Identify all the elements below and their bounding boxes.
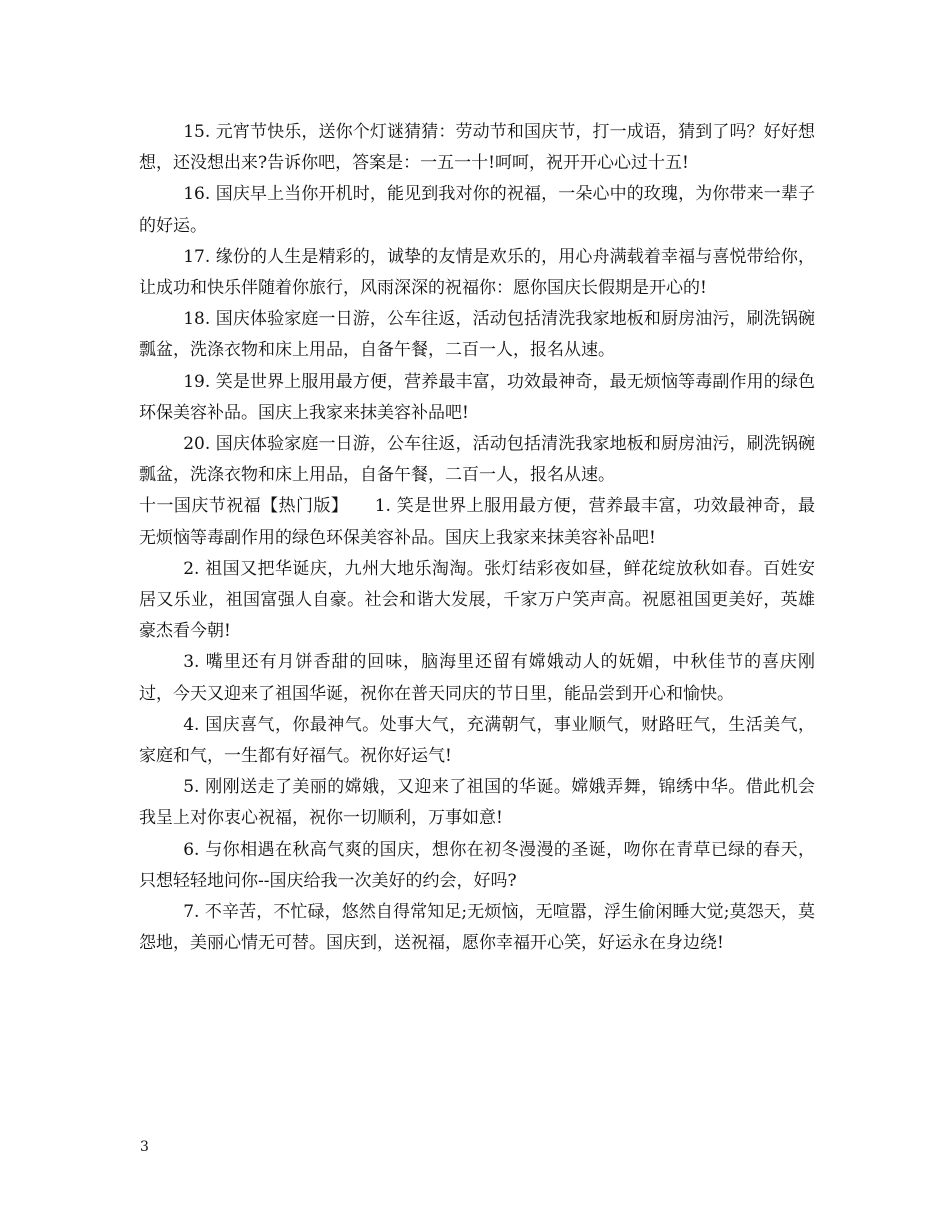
paragraph-6: 6. 与你相遇在秋高气爽的国庆，想你在初冬漫漫的圣诞，吻你在青草已绿的春天，只想轻轻地问你--国庆给我一次美好的约会，好吗? <box>139 839 815 891</box>
paragraph-15: 15. 元宵节快乐，送你个灯谜猜猜：劳动节和国庆节，打一成语，猜到了吗？好好想想，还没想出来?告诉你吧，答案是：一五一十!呵呵，祝开开心心过十五! <box>139 122 815 174</box>
paragraph-5: 5. 刚刚送走了美丽的嫦娥，又迎来了祖国的华诞。嫦娥弄舞，锦绣中华。借此机会我呈上对你衷心祝福，祝你一切顺利，万事如意! <box>139 777 815 829</box>
page-number: 3 <box>140 1139 149 1155</box>
paragraph-17: 17. 缘份的人生是精彩的，诚挚的友情是欢乐的，用心舟满载着幸福与喜悦带给你，让成功和快乐伴随着你旅行，风雨深深的祝福你：愿你国庆长假期是开心的! <box>139 246 815 299</box>
paragraph-3: 3. 嘴里还有月饼香甜的回味，脑海里还留有嫦娥动人的妩媚，中秋佳节的喜庆刚过，今天又迎来了祖国华诞，祝你在普天同庆的节日里，能品尝到开心和愉快。 <box>139 652 815 704</box>
paragraph-2: 2. 祖国又把华诞庆，九州大地乐淘淘。张灯结彩夜如昼，鲜花绽放秋如春。百姓安居又乐业，祖国富强人自豪。社会和谐大发展，千家万户笑声高。祝愿祖国更美好，英雄豪杰看今朝! <box>139 558 815 642</box>
paragraph-16: 16. 国庆早上当你开机时，能见到我对你的祝福，一朵心中的玫瑰，为你带来一辈子的好运。 <box>139 184 815 236</box>
section-heading-paragraph: 十一国庆节祝福【热门版】 1. 笑是世界上服用最方便，营养最丰富，功效最神奇，最无烦恼等毒副作用的绿色环保美容补品。国庆上我家来抹美容补品吧! <box>139 496 815 548</box>
paragraph-19: 19. 笑是世界上服用最方便，营养最丰富，功效最神奇，最无烦恼等毒副作用的绿色环保美容补品。国庆上我家来抹美容补品吧! <box>139 371 815 423</box>
paragraph-20: 20. 国庆体验家庭一日游，公车往返，活动包括清洗我家地板和厨房油污，刷洗锅碗瓢盆，洗涤衣物和床上用品，自备午餐，二百一人，报名从速。 <box>139 434 815 486</box>
paragraph-7: 7. 不辛苦，不忙碌，悠然自得常知足;无烦恼，无喧嚣，浮生偷闲睡大觉;莫怨天，莫怨地，美丽心情无可替。国庆到，送祝福，愿你幸福开心笑，好运永在身边绕! <box>139 902 815 954</box>
document-body <box>139 117 815 959</box>
paragraph-18: 18. 国庆体验家庭一日游，公车往返，活动包括清洗我家地板和厨房油污，刷洗锅碗瓢盆，洗涤衣物和床上用品，自备午餐，二百一人，报名从速。 <box>139 309 815 361</box>
paragraph-4: 4. 国庆喜气，你最神气。处事大气，充满朝气，事业顺气，财路旺气，生活美气，家庭和气，一生都有好福气。祝你好运气! <box>139 714 815 767</box>
